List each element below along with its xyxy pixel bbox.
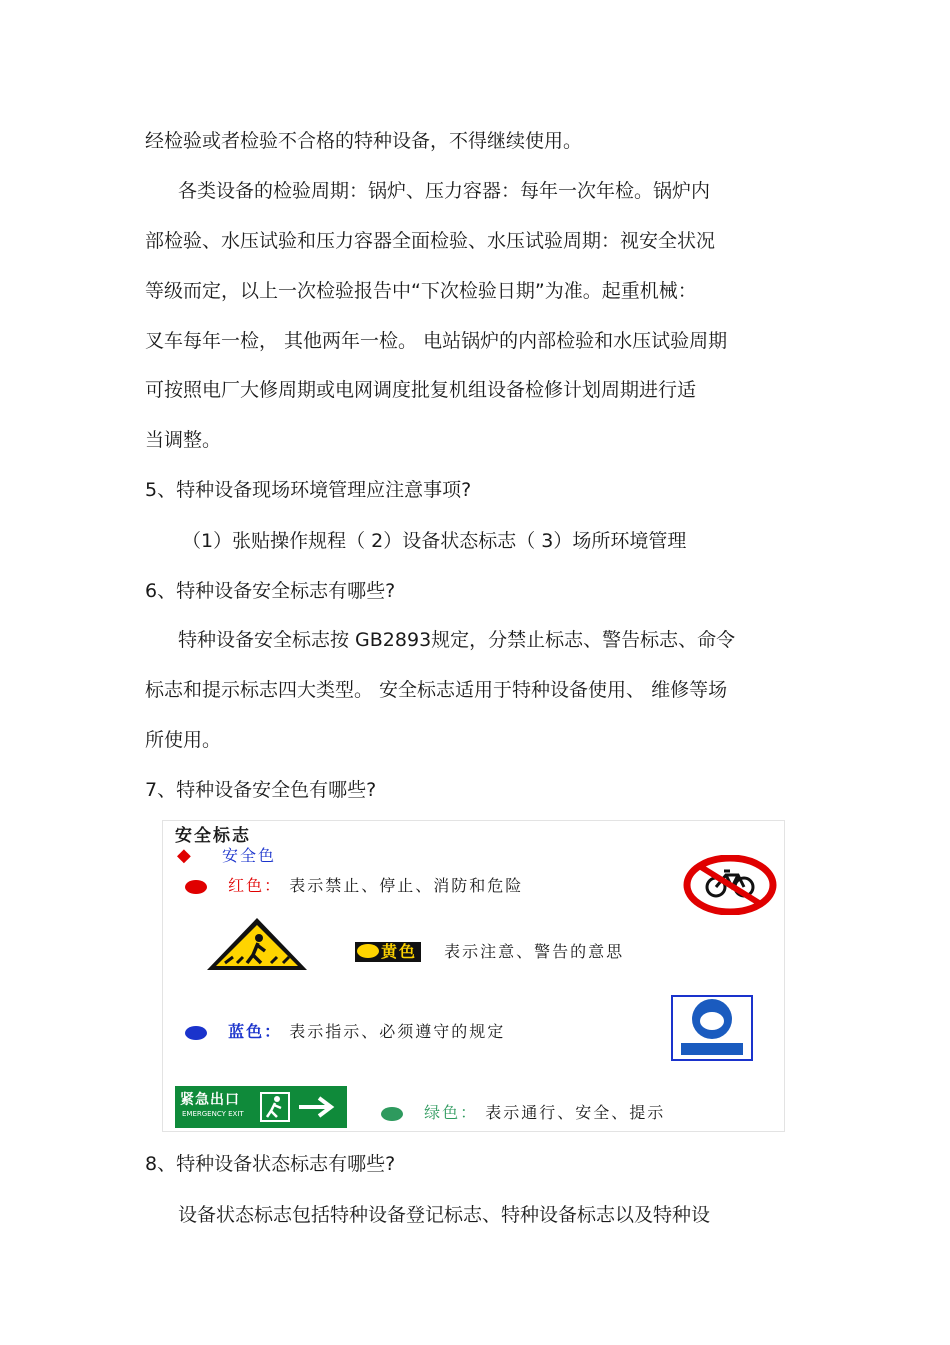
mandatory-mask-icon bbox=[671, 995, 753, 1061]
paragraph-line: 当调整。 bbox=[145, 429, 222, 451]
pedestrian-warning-icon bbox=[203, 915, 311, 973]
red-color-row bbox=[185, 873, 523, 896]
green-label: 绿色： bbox=[424, 1103, 479, 1122]
exit-sign-en: EMERGENCY EXIT bbox=[182, 1110, 244, 1118]
yellow-label: 黄色 bbox=[381, 942, 418, 961]
exit-sign-cn: 紧急出口 bbox=[180, 1092, 240, 1108]
blue-label: 蓝色： bbox=[228, 1022, 283, 1041]
red-dot-icon bbox=[185, 880, 207, 894]
paragraph-line: 经检验或者检验不合格的特种设备，不得继续使用。 bbox=[145, 130, 583, 152]
paragraph-line: 设备状态标志包括特种设备登记标志、特种设备标志以及特种设 bbox=[178, 1204, 711, 1226]
paragraph-line: 标志和提示标志四大类型。 安全标志适用于特种设备使用、 维修等场 bbox=[145, 679, 728, 701]
diamond-icon: ◆ bbox=[177, 845, 193, 866]
yellow-label-box bbox=[355, 942, 421, 962]
paragraph-line: 部检验、水压试验和压力容器全面检验、水压试验周期：视安全状况 bbox=[145, 230, 716, 252]
paragraph-line: 可按照电厂大修周期或电网调度批复机组设备检修计划周期进行适 bbox=[145, 379, 697, 401]
yellow-dot-icon bbox=[357, 944, 379, 958]
paragraph-line: （1）张贴操作规程（ 2）设备状态标志（ 3）场所环境管理 bbox=[182, 530, 687, 552]
green-description: 表示通行、安全、提示 bbox=[485, 1103, 666, 1122]
question-heading: 6、特种设备安全标志有哪些? bbox=[145, 580, 396, 602]
figure-title: 安全标志 bbox=[175, 826, 251, 846]
figure-subtitle-row bbox=[177, 843, 276, 866]
emergency-exit-sign bbox=[175, 1086, 347, 1128]
paragraph-line: 各类设备的检验周期：锅炉、压力容器：每年一次年检。锅炉内 bbox=[178, 180, 711, 202]
yellow-description: 表示注意、警告的意思 bbox=[444, 942, 625, 961]
safety-color-figure bbox=[162, 820, 785, 1132]
question-heading: 5、特种设备现场环境管理应注意事项? bbox=[145, 479, 472, 501]
paragraph-line: 特种设备安全标志按 GB2893规定，分禁止标志、警告标志、命令 bbox=[178, 629, 736, 651]
no-bicycle-icon bbox=[683, 855, 777, 915]
emergency-exit-icon bbox=[259, 1091, 343, 1123]
green-dot-icon bbox=[381, 1107, 403, 1121]
paragraph-line: 叉车每年一检， 其他两年一检。 电站锅炉的内部检验和水压试验周期 bbox=[145, 330, 728, 352]
figure-subtitle: 安全色 bbox=[221, 846, 276, 865]
paragraph-line: 等级而定，以上一次检验报告中“下次检验日期”为准。起重机械： bbox=[145, 280, 697, 302]
question-heading: 8、特种设备状态标志有哪些? bbox=[145, 1153, 396, 1175]
red-label: 红色： bbox=[228, 876, 283, 895]
yellow-color-row bbox=[355, 939, 624, 962]
blue-description: 表示指示、必须遵守的规定 bbox=[289, 1022, 506, 1041]
paragraph-line: 所使用。 bbox=[145, 729, 222, 751]
red-description: 表示禁止、停止、消防和危险 bbox=[289, 876, 524, 895]
blue-dot-icon bbox=[185, 1026, 207, 1040]
blue-color-row bbox=[185, 1019, 505, 1042]
green-color-row bbox=[381, 1100, 665, 1123]
question-heading: 7、特种设备安全色有哪些? bbox=[145, 779, 377, 801]
